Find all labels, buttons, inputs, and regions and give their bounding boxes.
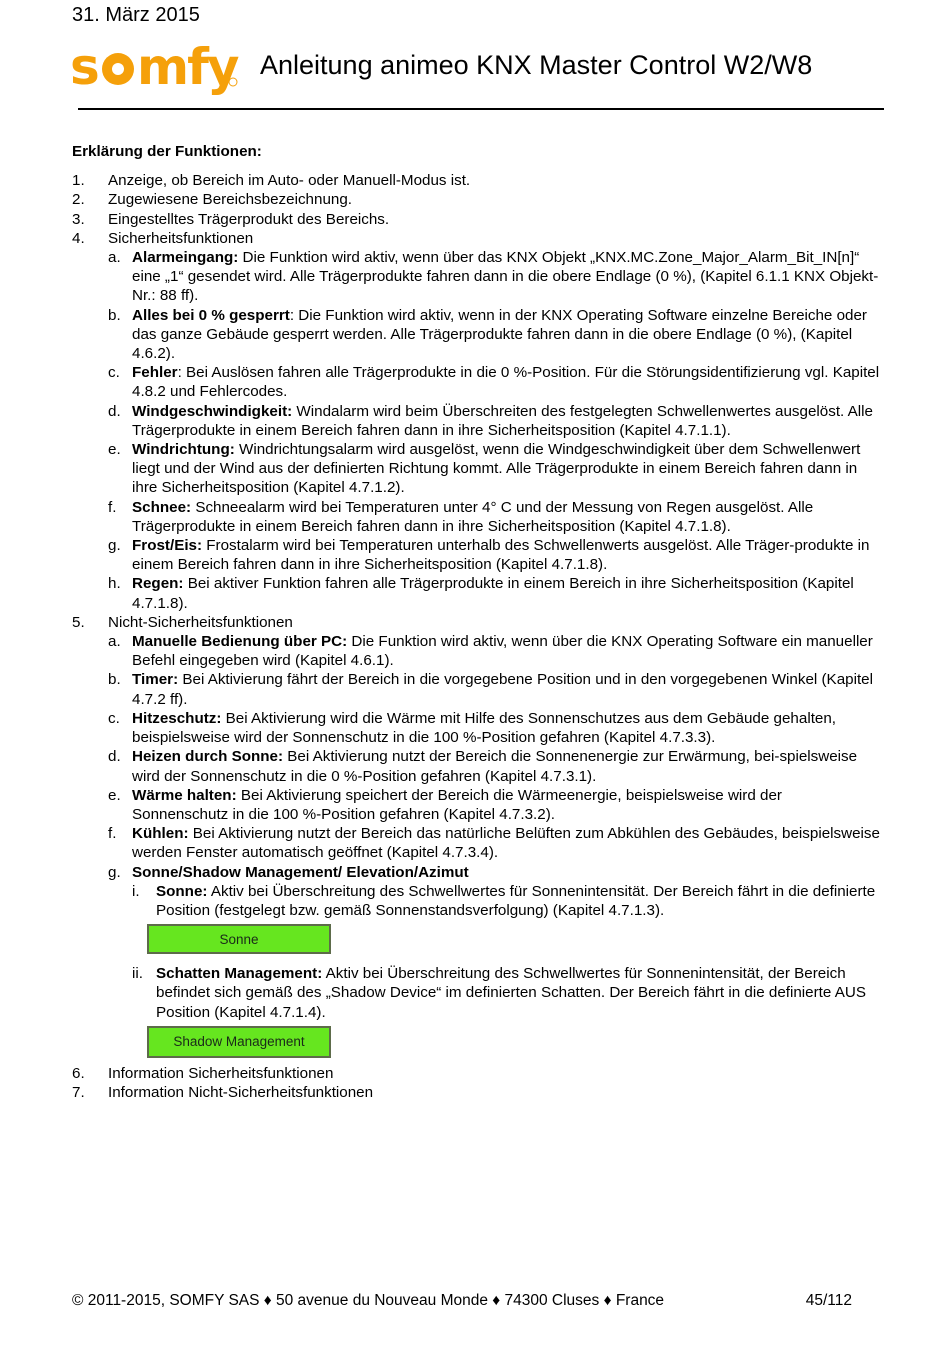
list-item: 3. Eingestelltes Trägerprodukt des Bereichs. xyxy=(72,210,390,228)
list-subitem: e. Windrichtung: Windrichtungsalarm wird ausgelöst, wenn die Windgeschwindigkeit über dem Schwellenwert liegt und der Wind aus der definierten Richtung kommt. Alle Trägerprodukte in einem Bereich fahren dann in ihre Sicherheitsposition (Kapitel 4.7.1.2). xyxy=(108,441,861,497)
header-divider xyxy=(78,108,884,110)
list-item: 1. Anzeige, ob Bereich im Auto- oder Manuell-Modus ist. xyxy=(72,172,471,190)
list-subitem: b. Timer: Bei Aktivierung fährt der Bereich in die vorgegebene Position und in den vorgegebenen Winkel (Kapitel 4.7.2 ff). xyxy=(108,671,873,708)
list-subitem: d. Heizen durch Sonne: Bei Aktivierung nutzt der Bereich die Sonnenenergie zur Erwärmung, bei-spielsweise wird der Sonnenschutz in die 0 %-Position gefahren (Kapitel 4.7.3.1). xyxy=(108,748,858,785)
svg-text:mfy: mfy xyxy=(137,38,238,96)
list-subitem: a. Alarmeingang: Die Funktion wird aktiv, wenn über das KNX Objekt „KNX.MC.Zone_Major_Alarm_Bit_IN[n]“ eine „1“ gesendet wird. Alle Trägerprodukte fahren dann in die obere Endlage (0 %), (Kapitel 6.1.1 KNX Objekt-Nr.: 88 ff). xyxy=(108,249,879,305)
list-subitem: c. Fehler: Bei Auslösen fahren alle Trägerprodukte in die 0 %-Position. Für die Störungsidentifizierung vgl. Kapitel 4.8.2 und Fehlercodes. xyxy=(108,364,880,401)
list-subitem: f. Schnee: Schneealarm wird bei Temperaturen unter 4° C und der Messung von Regen ausgelöst. Alle Trägerprodukte in einem Bereich fahren dann in ihre Sicherheitsposition (Kapitel 4.7.1.8). xyxy=(108,498,814,535)
list-item: 5. Nicht-Sicherheitsfunktionen xyxy=(72,613,293,631)
list-subitem: g. Sonne/Shadow Management/ Elevation/Azimut xyxy=(108,863,469,881)
list-subitem: a. Manuelle Bedienung über PC: Die Funktion wird aktiv, wenn über die KNX Operating Software ein manueller Befehl eingegeben wird (Kapitel 4.6.1). xyxy=(108,633,873,670)
list-subitem: b. Alles bei 0 % gesperrt: Die Funktion wird aktiv, wenn in der KNX Operating Software einzelne Bereiche oder das ganze Gebäude gesperrt werden. Alle Trägerprodukte fahren dann in die obere Endlage (0 %), (Kapitel 4.6.2). xyxy=(108,306,867,363)
section-heading: Erklärung der Funktionen: xyxy=(72,143,262,160)
page-footer xyxy=(72,1292,852,1310)
sonne-status-button: Sonne xyxy=(147,924,331,954)
list-item: 7. Information Nicht-Sicherheitsfunktionen xyxy=(72,1083,374,1101)
somfy-logo xyxy=(70,38,240,96)
page-number: 45/112 xyxy=(805,1292,852,1309)
document-title: Anleitung animeo KNX Master Control W2/W8 xyxy=(260,50,813,80)
list-item: 4. Sicherheitsfunktionen xyxy=(72,229,254,247)
list-subitem: c. Hitzeschutz: Bei Aktivierung wird die Wärme mit Hilfe des Sonnenschutzes aus dem Gebäude gehalten, beispielsweise wird der Sonnenschutz in die 100 %-Position gefahren (Kapitel 4.7.3.3). xyxy=(108,709,837,747)
list-subitem: h. Regen: Bei aktiver Funktion fahren alle Trägerprodukte in einem Bereich in ihre Sicherheitsposition (Kapitel 4.7.1.8). xyxy=(108,575,854,612)
list-roman-item: ii. Schatten Management: Aktiv bei Überschreitung des Schwellwertes für Sonnenintensität, der Bereich befindet sich gemäß des „Shadow Device“ im definierten Schatten. Der Bereich fährt in die definierte AUS Position (Kapitel 4.7.1.4). xyxy=(132,965,866,1021)
header-date: 31. März 2015 xyxy=(72,4,200,26)
list-roman-item: i. Sonne: Aktiv bei Überschreitung des Schwellwertes für Sonnenintensität. Der Bereich fährt in die definierte Position (festgelegt bzw. gemäß Sonnenstandsverfolgung) (Kapitel 4.7.1.3). xyxy=(132,882,876,919)
list-subitem: d. Windgeschwindigkeit: Windalarm wird beim Überschreiten des festgelegten Schwellenwertes ausgelöst. Alle Trägerprodukte in einem Bereich fahren dann in ihre Sicherheitsposition (Kapitel 4.7.1.1). xyxy=(108,402,873,439)
list-subitem: f. Kühlen: Bei Aktivierung nutzt der Bereich das natürliche Belüften zum Abkühlen des Gebäudes, beispielsweise werden Fenster automatisch geöffnet (Kapitel 4.7.3.4). xyxy=(108,825,880,862)
svg-text:s: s xyxy=(70,38,99,96)
list-subitem: e. Wärme halten: Bei Aktivierung speichert der Bereich die Wärmeenergie, beispielsweise wird der Sonnenschutz in die 100 %-Position gefahren (Kapitel 4.7.3.2). xyxy=(108,786,782,823)
shadow-management-status-button: Shadow Management xyxy=(147,1026,331,1058)
footer-copyright: © 2011-2015, SOMFY SAS ♦ 50 avenue du Nouveau Monde ♦ 74300 Cluses ♦ France xyxy=(72,1292,665,1309)
page-content xyxy=(72,142,882,1102)
list-item: 6. Information Sicherheitsfunktionen xyxy=(72,1064,334,1082)
list-subitem: g. Frost/Eis: Frostalarm wird bei Temperaturen unterhalb des Schwellenwerts ausgelöst. Alle Träger-produkte in einem Bereich fahren dann in ihre Sicherheitsposition (Kapitel 4.7.1.8). xyxy=(108,537,870,574)
list-item: 2. Zugewiesene Bereichsbezeichnung. xyxy=(72,191,353,209)
